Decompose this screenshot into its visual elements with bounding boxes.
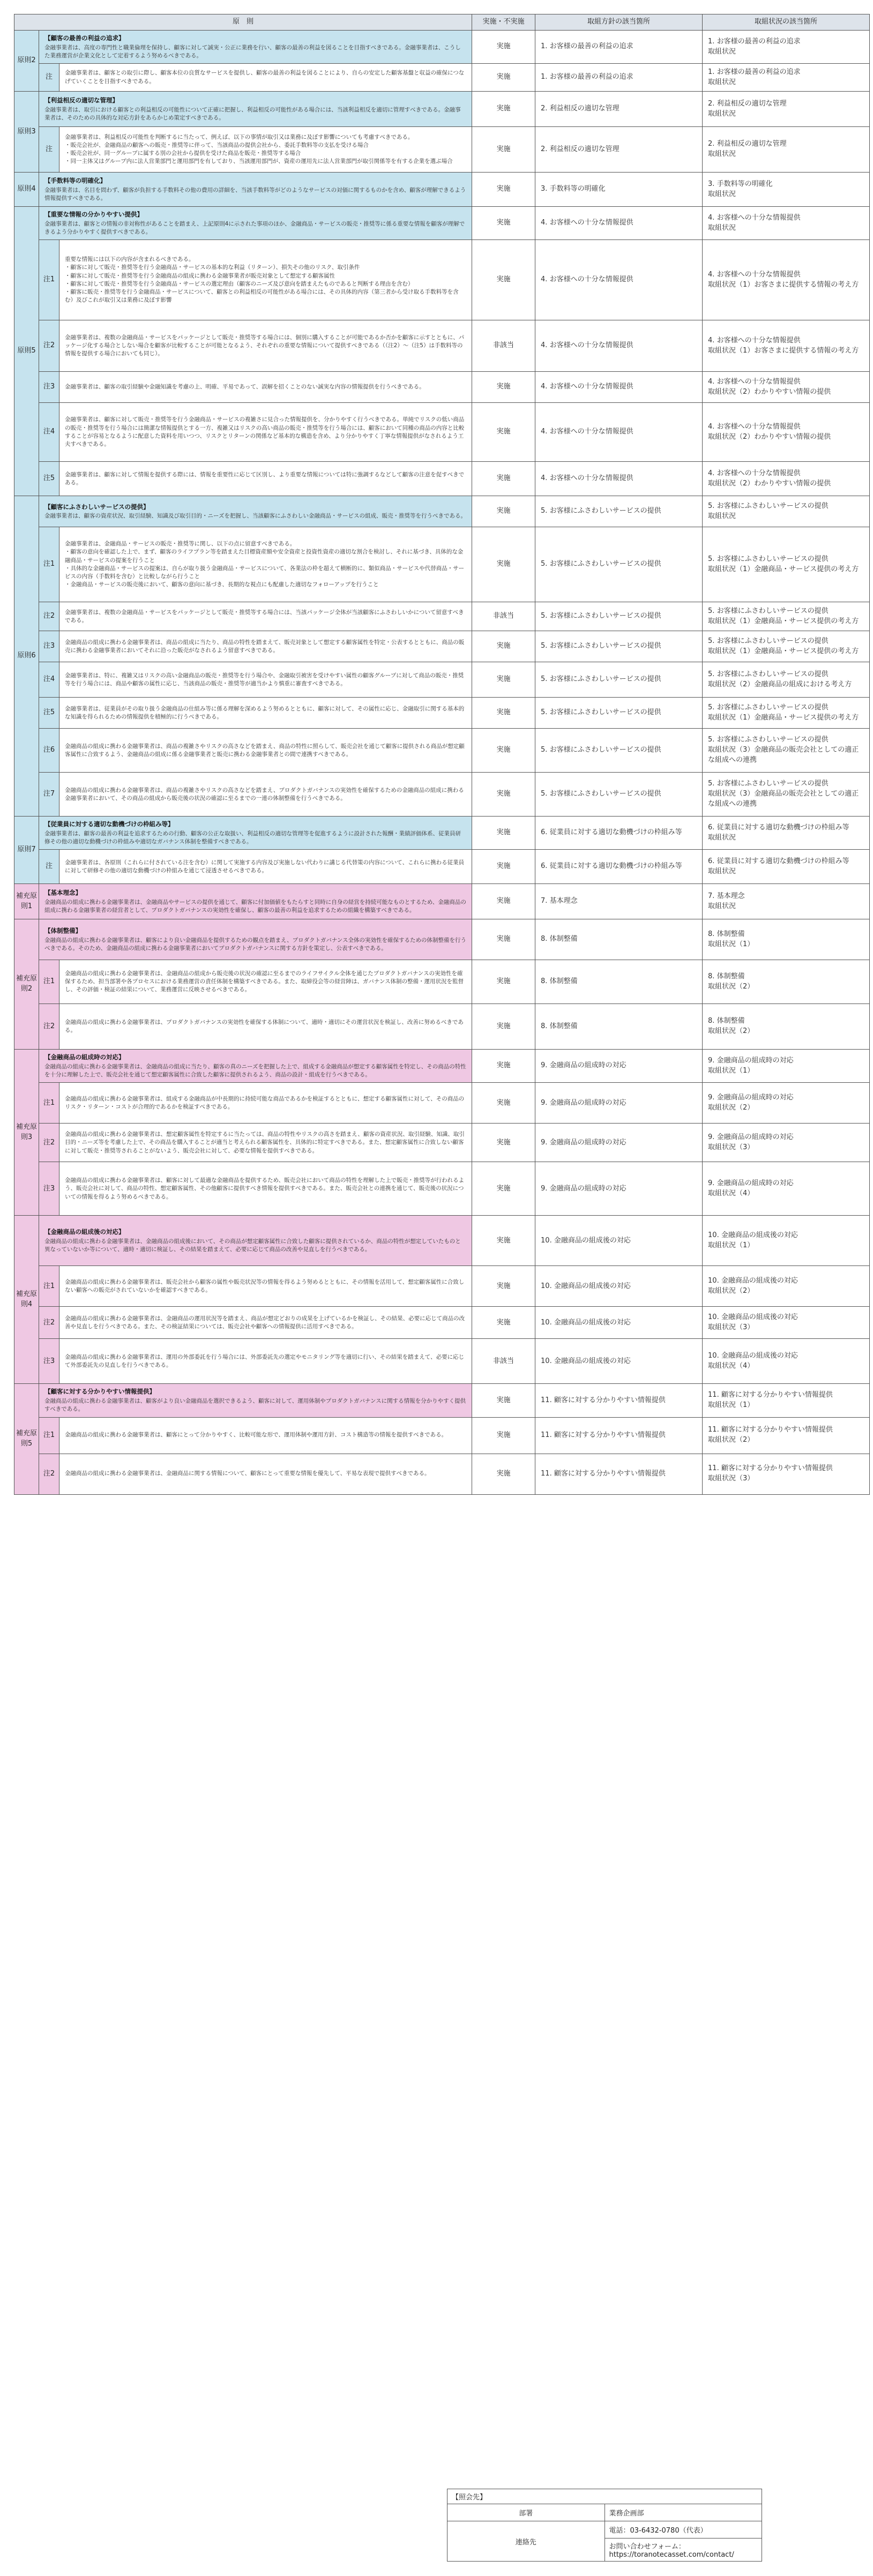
note-text: 金融事業者は、複数の金融商品・サービスをパッケージとして販売・推奨等する場合には、個別に購入することが可能であるか否かを顧客に示すとともに、パッケージ化する場合としない場合を顧客が比較することが可能となるよう、それぞれの重要な情報について提供すべきである（（注2）～（注5）は手数料等の情報を提供する場合においても同じ）。 — [59, 320, 472, 372]
note-text: 金融事業者は、従業員がその取り扱う金融商品の仕組み等に係る理解を深めるよう努めるとともに、顧客に対して、その属性に応じ、金融取引に関する基本的な知識を得られるための情報提供を積極的に行うべきである。 — [59, 698, 472, 729]
status-cell: 実施 — [472, 173, 535, 207]
management-reference: 4. お客様への十分な情報提供 取組状況 — [703, 207, 870, 240]
principle-text: 【顧客に対する分かりやすい情報提供】 金融商品の組成に携わる金融事業者は、顧客がより良い金融商品を選択できるよう、顧客に対して、運用体制やプロダクトガバナンスに関する情報を分かりやすく提供すべきである。 — [39, 1384, 472, 1417]
policy-reference: 11. 顧客に対する分かりやすい情報提供 — [535, 1384, 703, 1417]
note-text: 金融商品の組成に携わる金融事業者は、商品の複雑さやリスクの高さなどを踏まえ、プロダクトガバナンスの実効性を確保するための金融商品の組成に携わる金融事業者において、その商品の組成から販売後の状況の確認に至るまでの一連の体制整備を行うべきである。 — [59, 773, 472, 817]
status-cell: 実施 — [472, 960, 535, 1004]
contact-label: 連絡先 — [447, 2521, 605, 2562]
policy-reference: 5. お客様にふさわしいサービスの提供 — [535, 496, 703, 527]
note-text: 金融商品の組成に携わる金融事業者は、顧客に対して最適な金融商品を提供するため、販売会社において商品の特性を理解した上で販売・推奨等が行われるよう、販売会社に対して、商品の特性、想定顧客属性、その他顧客に提供すべき情報を提供すべきである。また、販売会社との連携を通じて、販売後の状況についての情報を得るよう努めるべきである。 — [59, 1162, 472, 1216]
table-row — [14, 372, 870, 403]
note-label: 注3 — [39, 372, 59, 403]
principle-group-label: 補充原則5 — [14, 1384, 39, 1494]
management-reference: 4. お客様への十分な情報提供 取組状況（2）わかりやすい情報の提供 — [703, 462, 870, 496]
status-cell: 実施 — [472, 31, 535, 64]
principle-text: 【利益相反の適切な管理】 金融事業者は、取引における顧客との利益相反の可能性について正確に把握し、利益相反の可能性がある場合には、当該利益相反を適切に管理すべきである。金融事業者は、そのための具体的な対応方針をあらかじめ策定すべきである。 — [39, 92, 472, 127]
status-cell: 実施 — [472, 773, 535, 817]
status-cell: 実施 — [472, 1384, 535, 1417]
management-reference: 7. 基本理念 取組状況 — [703, 884, 870, 919]
table-row — [14, 1162, 870, 1216]
note-label: 注5 — [39, 698, 59, 729]
table-row — [14, 817, 870, 850]
table-row — [14, 1417, 870, 1454]
principle-text: 【金融商品の組成時の対応】 金融商品の組成に携わる金融事業者は、金融商品の組成に当たり、顧客の真のニーズを把握した上で、組成する金融商品が想定する顧客属性を特定し、その商品の特性を十分に理解した上で、販売会社を通じて想定顧客属性に合致した顧客に提供されるよう、商品の設計・組成を行うべきである。 — [39, 1050, 472, 1083]
status-cell: 実施 — [472, 1004, 535, 1050]
note-label: 注5 — [39, 462, 59, 496]
management-reference: 5. お客様にふさわしいサービスの提供 取組状況（3）金融商品の販売会社としての適正な組成への連携 — [703, 729, 870, 773]
note-label: 注1 — [39, 1417, 59, 1454]
principle-text: 【重要な情報の分かりやすい提供】 金融事業者は、顧客との情報の非対称性があることを踏まえ、上記原則4に示された事項のほか、金融商品・サービスの販売・推奨等に係る重要な情報を顧客が理解できるよう分かりやすく提供すべきである。 — [39, 207, 472, 240]
policy-reference: 4. お客様への十分な情報提供 — [535, 403, 703, 462]
status-cell: 実施 — [472, 127, 535, 173]
policy-reference: 4. お客様への十分な情報提供 — [535, 462, 703, 496]
policy-reference: 2. 利益相反の適切な管理 — [535, 92, 703, 127]
policy-reference: 10. 金融商品の組成後の対応 — [535, 1216, 703, 1266]
note-text: 金融事業者は、利益相反の可能性を判断するに当たって、例えば、以下の事情が取引又は業務に及ぼす影響についても考慮すべきである。 ・販売会社が、金融商品の顧客への販売・推奨等に伴って、当該商品の提供会社から、委託手数料等の支払を受ける場合 ・販売会社が、同一グループに属する別の会社から提供を受けた商品を販売・推奨等する場合 ・同一主体又はグループ内に法人営業部門と運用部門を有しており、当該運用部門が、資産の運用先に法人営業部門が取引関係等を有する企業を選ぶ場合 — [59, 127, 472, 173]
note-text: 金融事業者は、顧客の取引経験や金融知識を考慮の上、明確、平易であって、誤解を招くことのない誠実な内容の情報提供を行うべきである。 — [59, 372, 472, 403]
management-reference: 5. お客様にふさわしいサービスの提供 取組状況（1）金融商品・サービス提供の考え方 — [703, 631, 870, 662]
table-row — [14, 207, 870, 240]
management-reference: 8. 体制整備 取組状況（2） — [703, 1004, 870, 1050]
status-cell: 実施 — [472, 1162, 535, 1216]
note-text: 金融商品の組成に携わる金融事業者は、組成する金融商品が中長期的に持続可能な商品であるかを検証するとともに、想定する顧客属性に対して、その商品のリスク・リターン・コストが合理的であるかを検証すべきである。 — [59, 1083, 472, 1124]
principles-table — [14, 14, 870, 1495]
management-reference: 3. 手数料等の明確化 取組状況 — [703, 173, 870, 207]
management-reference: 9. 金融商品の組成時の対応 取組状況（1） — [703, 1050, 870, 1083]
contact-phone: 電話：03-6432-0780（代表） — [605, 2521, 762, 2538]
table-row — [14, 64, 870, 92]
principle-text: 【顧客にふさわしいサービスの提供】 金融事業者は、顧客の資産状況、取引経験、知識及び取引目的・ニーズを把握し、当該顧客にふさわしい金融商品・サービスの組成、販売・推奨等を行うべきである。 — [39, 496, 472, 527]
status-cell: 実施 — [472, 92, 535, 127]
management-reference: 1. お客様の最善の利益の追求 取組状況 — [703, 64, 870, 92]
policy-reference: 4. お客様への十分な情報提供 — [535, 207, 703, 240]
note-label: 注6 — [39, 729, 59, 773]
management-reference: 5. お客様にふさわしいサービスの提供 取組状況（3）金融商品の販売会社としての適正な組成への連携 — [703, 773, 870, 817]
policy-reference: 5. お客様にふさわしいサービスの提供 — [535, 729, 703, 773]
policy-reference: 11. 顧客に対する分かりやすい情報提供 — [535, 1417, 703, 1454]
table-row — [14, 698, 870, 729]
status-cell: 実施 — [472, 698, 535, 729]
note-label: 注1 — [39, 1266, 59, 1307]
note-text: 金融商品の組成に携わる金融事業者は、運用の外部委託を行う場合には、外部委託先の選定やモニタリング等を適切に行い、その結果を踏まえて、必要に応じて外部委託先の見直しを行うべきである。 — [59, 1339, 472, 1384]
management-reference: 8. 体制整備 取組状況（1） — [703, 919, 870, 960]
management-reference: 10. 金融商品の組成後の対応 取組状況（3） — [703, 1307, 870, 1339]
principle-text: 【顧客の最善の利益の追求】 金融事業者は、高度の専門性と職業倫理を保持し、顧客に対して誠実・公正に業務を行い、顧客の最善の利益を図ることを目指すべきである。金融事業者は、こうした業務運営が企業文化として定着するよう努めるべきである。 — [39, 31, 472, 64]
note-label: 注2 — [39, 1307, 59, 1339]
status-cell: 実施 — [472, 1216, 535, 1266]
management-reference: 4. お客様への十分な情報提供 取組状況（1）お客さまに提供する情報の考え方 — [703, 320, 870, 372]
policy-reference: 3. 手数料等の明確化 — [535, 173, 703, 207]
status-cell: 実施 — [472, 1266, 535, 1307]
management-reference: 11. 顧客に対する分かりやすい情報提供 取組状況（1） — [703, 1384, 870, 1417]
principle-group-label: 補充原則4 — [14, 1216, 39, 1384]
note-label: 注1 — [39, 240, 59, 320]
table-row — [14, 662, 870, 698]
management-reference: 8. 体制整備 取組状況（2） — [703, 960, 870, 1004]
note-label: 注2 — [39, 1124, 59, 1162]
policy-reference: 7. 基本理念 — [535, 884, 703, 919]
note-text: 金融商品の組成に携わる金融事業者は、商品の複雑さやリスクの高さなどを踏まえ、商品の特性に照らして、販売会社を通じて顧客に提供される商品が想定顧客属性に合致するよう、金融商品の組成に係る金融事業者と販売に携わる金融事業者との間で連携すべきである。 — [59, 729, 472, 773]
policy-reference: 8. 体制整備 — [535, 1004, 703, 1050]
note-label: 注2 — [39, 320, 59, 372]
status-cell: 実施 — [472, 1083, 535, 1124]
table-row — [14, 92, 870, 127]
contact-table — [447, 2489, 762, 2562]
management-reference: 2. 利益相反の適切な管理 取組状況 — [703, 92, 870, 127]
status-cell: 実施 — [472, 729, 535, 773]
note-text: 金融商品の組成に携わる金融事業者は、商品の組成に当たり、商品の特性を踏まえて、販売対象として想定する顧客属性を特定・公表するとともに、商品の販売に携わる金融事業者においてそれに沿った販売がなされるよう留意すべきである。 — [59, 631, 472, 662]
note-label: 注7 — [39, 773, 59, 817]
principle-group-label: 補充原則3 — [14, 1050, 39, 1216]
policy-reference: 1. お客様の最善の利益の追求 — [535, 31, 703, 64]
policy-reference: 10. 金融商品の組成後の対応 — [535, 1307, 703, 1339]
status-cell: 実施 — [472, 1307, 535, 1339]
principle-group-label: 原則3 — [14, 92, 39, 173]
table-row — [14, 1307, 870, 1339]
status-cell: 実施 — [472, 240, 535, 320]
table-row — [14, 1454, 870, 1494]
table-row — [14, 1339, 870, 1384]
note-label: 注1 — [39, 960, 59, 1004]
table-row — [14, 1384, 870, 1417]
management-reference: 9. 金融商品の組成時の対応 取組状況（4） — [703, 1162, 870, 1216]
table-row — [14, 884, 870, 919]
management-reference: 1. お客様の最善の利益の追求 取組状況 — [703, 31, 870, 64]
note-label: 注3 — [39, 631, 59, 662]
note-text: 重要な情報には以下の内容が含まれるべきである。 ・顧客に対して販売・推奨等を行う金融商品・サービスの基本的な利益（リターン）、損失その他のリスク、取引条件 ・顧客に対して販売・推奨等を行う金融商品の組成に携わる金融事業者が販売対象として想定する顧客属性 ・顧客に対して販売・推奨等を行う金融商品・サービスの選定理由（顧客のニーズ及び意向を踏まえたものであると判断する理由を含む） ・顧客に販売・推奨等を行う金融商品・サービスについて、顧客との利益相反の可能性がある場合には、その具体的内容（第三者から受け取る手数料等を含む）及びこれが取引又は業務に及ぼす影響 — [59, 240, 472, 320]
status-cell: 実施 — [472, 64, 535, 92]
management-reference: 10. 金融商品の組成後の対応 取組状況（4） — [703, 1339, 870, 1384]
status-cell: 実施 — [472, 372, 535, 403]
header-management: 取組状況の該当箇所 — [703, 14, 870, 31]
policy-reference: 9. 金融商品の組成時の対応 — [535, 1050, 703, 1083]
note-text: 金融商品の組成に携わる金融事業者は、金融商品の組成から販売後の状況の確認に至るまでのライフサイクル全体を通じたプロダクトガバナンスの実効性を確保するため、担当部署や各プロセスにおける業務運営の責任体制を構築すべきである。また、取締役会等の経営陣は、ガバナンス体制の整備・運用状況を監督し、その評価・検証の結果について、業務運営に反映させるべきである。 — [59, 960, 472, 1004]
management-reference: 6. 従業員に対する適切な動機づけの枠組み等 取組状況 — [703, 817, 870, 850]
status-cell: 実施 — [472, 1050, 535, 1083]
dept-value: 業務企画部 — [605, 2504, 762, 2521]
status-cell: 実施 — [472, 1454, 535, 1494]
note-text: 金融事業者は、各原則（これらに付されている注を含む）に関して実施する内容及び実施しない代わりに講じる代替策の内容について、これらに携わる従業員に対して研修その他の適切な動機づけの枠組みを通じて浸透させるべきである。 — [59, 850, 472, 884]
status-cell: 実施 — [472, 884, 535, 919]
table-row — [14, 240, 870, 320]
note-label: 注4 — [39, 403, 59, 462]
principle-group-label: 原則7 — [14, 817, 39, 884]
policy-reference: 10. 金融商品の組成後の対応 — [535, 1266, 703, 1307]
status-cell: 非該当 — [472, 602, 535, 631]
note-label: 注3 — [39, 1162, 59, 1216]
note-text: 金融商品の組成に携わる金融事業者は、販売会社から顧客の属性や販売状況等の情報を得るよう努めるとともに、その情報を活用して、想定顧客属性に合致しない顧客への販売がされていないかを確認すべきである。 — [59, 1266, 472, 1307]
management-reference: 2. 利益相反の適切な管理 取組状況 — [703, 127, 870, 173]
policy-reference: 5. お客様にふさわしいサービスの提供 — [535, 631, 703, 662]
status-cell: 実施 — [472, 462, 535, 496]
table-row — [14, 1124, 870, 1162]
contact-form-link[interactable]: お問い合わせフォーム：https://toranotecasset.com/contact/ — [605, 2538, 762, 2562]
management-reference: 6. 従業員に対する適切な動機づけの枠組み等 取組状況 — [703, 850, 870, 884]
table-row — [14, 631, 870, 662]
note-label: 注 — [39, 127, 59, 173]
table-row — [14, 773, 870, 817]
note-label: 注2 — [39, 602, 59, 631]
status-cell: 実施 — [472, 496, 535, 527]
management-reference: 4. お客様への十分な情報提供 取組状況（1）お客さまに提供する情報の考え方 — [703, 240, 870, 320]
policy-reference: 11. 顧客に対する分かりやすい情報提供 — [535, 1454, 703, 1494]
note-text: 金融事業者は、顧客に対して情報を提供する際には、情報を重要性に応じて区別し、より重要な情報については特に強調するなどして顧客の注意を促すべきである。 — [59, 462, 472, 496]
note-label: 注1 — [39, 527, 59, 602]
dept-label: 部署 — [447, 2504, 605, 2521]
note-label: 注4 — [39, 662, 59, 698]
note-text: 金融事業者は、金融商品・サービスの販売・推奨等に関し、以下の点に留意すべきである。 ・顧客の意向を確認した上で、まず、顧客のライフプラン等を踏まえた目標資産額や安全資産と投資性資産の適切な割合を検討し、それに基づき、具体的な金融商品・サービスの提案を行うこと ・具体的な金融商品・サービスの提案は、自らが取り扱う金融商品・サービスについて、各業法の枠を超えて横断的に、類似商品・サービスや代替商品・サービスの内容（手数料を含む）と比較しながら行うこと ・金融商品・サービスの販売後において、顧客の意向に基づき、長期的な視点にも配慮した適切なフォローアップを行うこと — [59, 527, 472, 602]
status-cell: 実施 — [472, 403, 535, 462]
table-row — [14, 1083, 870, 1124]
status-cell: 実施 — [472, 850, 535, 884]
note-label: 注 — [39, 850, 59, 884]
table-row — [14, 403, 870, 462]
note-label: 注2 — [39, 1004, 59, 1050]
header-principle: 原 則 — [14, 14, 472, 31]
table-row — [14, 31, 870, 64]
management-reference: 11. 顧客に対する分かりやすい情報提供 取組状況（2） — [703, 1417, 870, 1454]
principle-group-label: 原則5 — [14, 207, 39, 496]
policy-reference: 5. お客様にふさわしいサービスの提供 — [535, 773, 703, 817]
policy-reference: 1. お客様の最善の利益の追求 — [535, 64, 703, 92]
status-cell: 実施 — [472, 817, 535, 850]
status-cell: 非該当 — [472, 320, 535, 372]
management-reference: 10. 金融商品の組成後の対応 取組状況（2） — [703, 1266, 870, 1307]
management-reference: 9. 金融商品の組成時の対応 取組状況（3） — [703, 1124, 870, 1162]
table-row — [14, 527, 870, 602]
note-label: 注2 — [39, 1454, 59, 1494]
header-policy: 取組方針の該当箇所 — [535, 14, 703, 31]
table-row — [14, 127, 870, 173]
management-reference: 10. 金融商品の組成後の対応 取組状況（1） — [703, 1216, 870, 1266]
table-row — [14, 602, 870, 631]
note-text: 金融事業者は、顧客に対して販売・推奨等を行う金融商品・サービスの複雑さに見合った情報提供を、分かりやすく行うべきである。単純でリスクの低い商品の販売・推奨等を行う場合には簡潔な情報提供とする一方、複雑又はリスクの高い商品の販売・推奨等を行う場合には、顧客において同種の商品の内容と比較することが容易となるように配意した資料を用いつつ、リスクとリターンの関係など基本的な構造を含め、より分かりやすく丁寧な情報提供がなされるよう工夫すべきである。 — [59, 403, 472, 462]
management-reference: 9. 金融商品の組成時の対応 取組状況（2） — [703, 1083, 870, 1124]
note-text: 金融事業者は、複数の金融商品・サービスをパッケージとして販売・推奨等する場合には、当該パッケージ全体が当該顧客にふさわしいかについて留意すべきである。 — [59, 602, 472, 631]
contact-title: 【照会先】 — [447, 2489, 762, 2504]
status-cell: 実施 — [472, 527, 535, 602]
table-row — [14, 960, 870, 1004]
principle-group-label: 原則4 — [14, 173, 39, 207]
policy-reference: 9. 金融商品の組成時の対応 — [535, 1083, 703, 1124]
management-reference: 5. お客様にふさわしいサービスの提供 取組状況（1）金融商品・サービス提供の考え方 — [703, 698, 870, 729]
principle-text: 【手数料等の明確化】 金融事業者は、名目を問わず、顧客が負担する手数料その他の費用の詳細を、当該手数料等がどのようなサービスの対価に関するものかを含め、顧客が理解できるよう情報提供すべきである。 — [39, 173, 472, 207]
table-row — [14, 1004, 870, 1050]
principle-group-label: 原則2 — [14, 31, 39, 92]
management-reference: 4. お客様への十分な情報提供 取組状況（2）わかりやすい情報の提供 — [703, 403, 870, 462]
table-row — [14, 320, 870, 372]
table-row — [14, 850, 870, 884]
table-row — [14, 729, 870, 773]
principle-group-label: 補充原則1 — [14, 884, 39, 919]
management-reference: 4. お客様への十分な情報提供 取組状況（2）わかりやすい情報の提供 — [703, 372, 870, 403]
note-text: 金融商品の組成に携わる金融事業者は、金融商品の運用状況等を踏まえ、商品が想定どおりの成果を上げているかを検証し、その結果、必要に応じて商品の改善や見直しを行うべきである。また、その検証結果については、販売会社や顧客への情報提供に活用すべきである。 — [59, 1307, 472, 1339]
note-text: 金融事業者は、特に、複雑又はリスクの高い金融商品の販売・推奨等を行う場合や、金融取引被害を受けやすい属性の顧客グループに対して商品の販売・推奨等を行う場合には、商品や顧客の属性に応じ、当該商品の販売・推奨等が適当かより慎重に審査すべきである。 — [59, 662, 472, 698]
note-text: 金融商品の組成に携わる金融事業者は、プロダクトガバナンスの実効性を確保する体制について、適時・適切にその運営状況を検証し、改善に努めるべきである。 — [59, 1004, 472, 1050]
management-reference: 11. 顧客に対する分かりやすい情報提供 取組状況（3） — [703, 1454, 870, 1494]
principle-text: 【金融商品の組成後の対応】 金融商品の組成に携わる金融事業者は、金融商品の組成後において、その商品が想定顧客属性に合致した顧客に提供されているか、商品の特性が想定していたものと異なっていないか等について、適時・適切に検証し、その結果を踏まえて、必要に応じて商品の改善や見直しを行うべきである。 — [39, 1216, 472, 1266]
policy-reference: 6. 従業員に対する適切な動機づけの枠組み等 — [535, 817, 703, 850]
principle-text: 【体制整備】 金融商品の組成に携わる金融事業者は、顧客により良い金融商品を提供するための観点を踏まえ、プロダクトガバナンス全体の実効性を確保するための体制整備を行うべきである。そのため、金融商品の組成に携わる金融事業者においてプロダクトガバナンスに関する方針を策定し、公表すべきである。 — [39, 919, 472, 960]
table-row — [14, 1266, 870, 1307]
note-text: 金融商品の組成に携わる金融事業者は、金融商品に関する情報について、顧客にとって重要な情報を優先して、平易な表現で提供すべきである。 — [59, 1454, 472, 1494]
policy-reference: 8. 体制整備 — [535, 919, 703, 960]
status-cell: 実施 — [472, 1124, 535, 1162]
note-label: 注3 — [39, 1339, 59, 1384]
table-row — [14, 462, 870, 496]
principle-group-label: 補充原則2 — [14, 919, 39, 1050]
policy-reference: 2. 利益相反の適切な管理 — [535, 127, 703, 173]
policy-reference: 5. お客様にふさわしいサービスの提供 — [535, 662, 703, 698]
table-header-row — [14, 14, 870, 31]
principle-group-label: 原則6 — [14, 496, 39, 817]
note-text: 金融事業者は、顧客との取引に際し、顧客本位の良質なサービスを提供し、顧客の最善の利益を図ることにより、自らの安定した顧客基盤と収益の確保につなげていくことを目指すべきである。 — [59, 64, 472, 92]
policy-reference: 8. 体制整備 — [535, 960, 703, 1004]
status-cell: 実施 — [472, 207, 535, 240]
status-cell: 実施 — [472, 631, 535, 662]
table-row — [14, 1216, 870, 1266]
policy-reference: 5. お客様にふさわしいサービスの提供 — [535, 698, 703, 729]
table-row — [14, 1050, 870, 1083]
header-status: 実施・不実施 — [472, 14, 535, 31]
note-text: 金融商品の組成に携わる金融事業者は、顧客にとって分かりやすく、比較可能な形で、運用体制や運用方針、コスト構造等の情報を提供すべきである。 — [59, 1417, 472, 1454]
policy-reference: 4. お客様への十分な情報提供 — [535, 320, 703, 372]
principle-text: 【従業員に対する適切な動機づけの枠組み等】 金融事業者は、顧客の最善の利益を追求するための行動、顧客の公正な取扱い、利益相反の適切な管理等を促進するように設計された報酬・業績評価体系、従業員研修その他の適切な動機づけの枠組みや適切なガバナンス体制を整備すべきである。 — [39, 817, 472, 850]
policy-reference: 9. 金融商品の組成時の対応 — [535, 1124, 703, 1162]
principle-text: 【基本理念】 金融商品の組成に携わる金融事業者は、金融商品やサービスの提供を通じて、顧客に付加価値をもたらすと同時に自身の経営を持続可能なものとするため、金融商品の組成に携わる金融事業者の経営者として、プロダクトガバナンスの実効性を確保し、顧客の最善の利益を追求するための組織を構築すべきである。 — [39, 884, 472, 919]
table-row — [14, 173, 870, 207]
policy-reference: 5. お客様にふさわしいサービスの提供 — [535, 527, 703, 602]
table-row — [14, 919, 870, 960]
policy-reference: 4. お客様への十分な情報提供 — [535, 240, 703, 320]
management-reference: 5. お客様にふさわしいサービスの提供 取組状況（2）金融商品の組成における考え方 — [703, 662, 870, 698]
status-cell: 実施 — [472, 1417, 535, 1454]
management-reference: 5. お客様にふさわしいサービスの提供 取組状況（1）金融商品・サービス提供の考え方 — [703, 602, 870, 631]
note-label: 注1 — [39, 1083, 59, 1124]
policy-reference: 10. 金融商品の組成後の対応 — [535, 1339, 703, 1384]
note-label: 注 — [39, 64, 59, 92]
status-cell: 実施 — [472, 919, 535, 960]
table-row — [14, 496, 870, 527]
status-cell: 実施 — [472, 662, 535, 698]
policy-reference: 9. 金融商品の組成時の対応 — [535, 1162, 703, 1216]
management-reference: 5. お客様にふさわしいサービスの提供 取組状況（1）金融商品・サービス提供の考え方 — [703, 527, 870, 602]
policy-reference: 5. お客様にふさわしいサービスの提供 — [535, 602, 703, 631]
policy-reference: 4. お客様への十分な情報提供 — [535, 372, 703, 403]
status-cell: 非該当 — [472, 1339, 535, 1384]
note-text: 金融商品の組成に携わる金融事業者は、想定顧客属性を特定するに当たっては、商品の特性やリスクの高さを踏まえ、顧客の資産状況、取引経験、知識、取引目的・ニーズ等を考慮した上で、その商品を購入することが適当と考えられる顧客属性を、具体的に特定すべきである。また、想定顧客属性に合致しない顧客に対して販売・推奨等されることがないよう、販売会社に対して、必要な情報を提供すべきである。 — [59, 1124, 472, 1162]
management-reference: 5. お客様にふさわしいサービスの提供 取組状況 — [703, 496, 870, 527]
policy-reference: 6. 従業員に対する適切な動機づけの枠組み等 — [535, 850, 703, 884]
